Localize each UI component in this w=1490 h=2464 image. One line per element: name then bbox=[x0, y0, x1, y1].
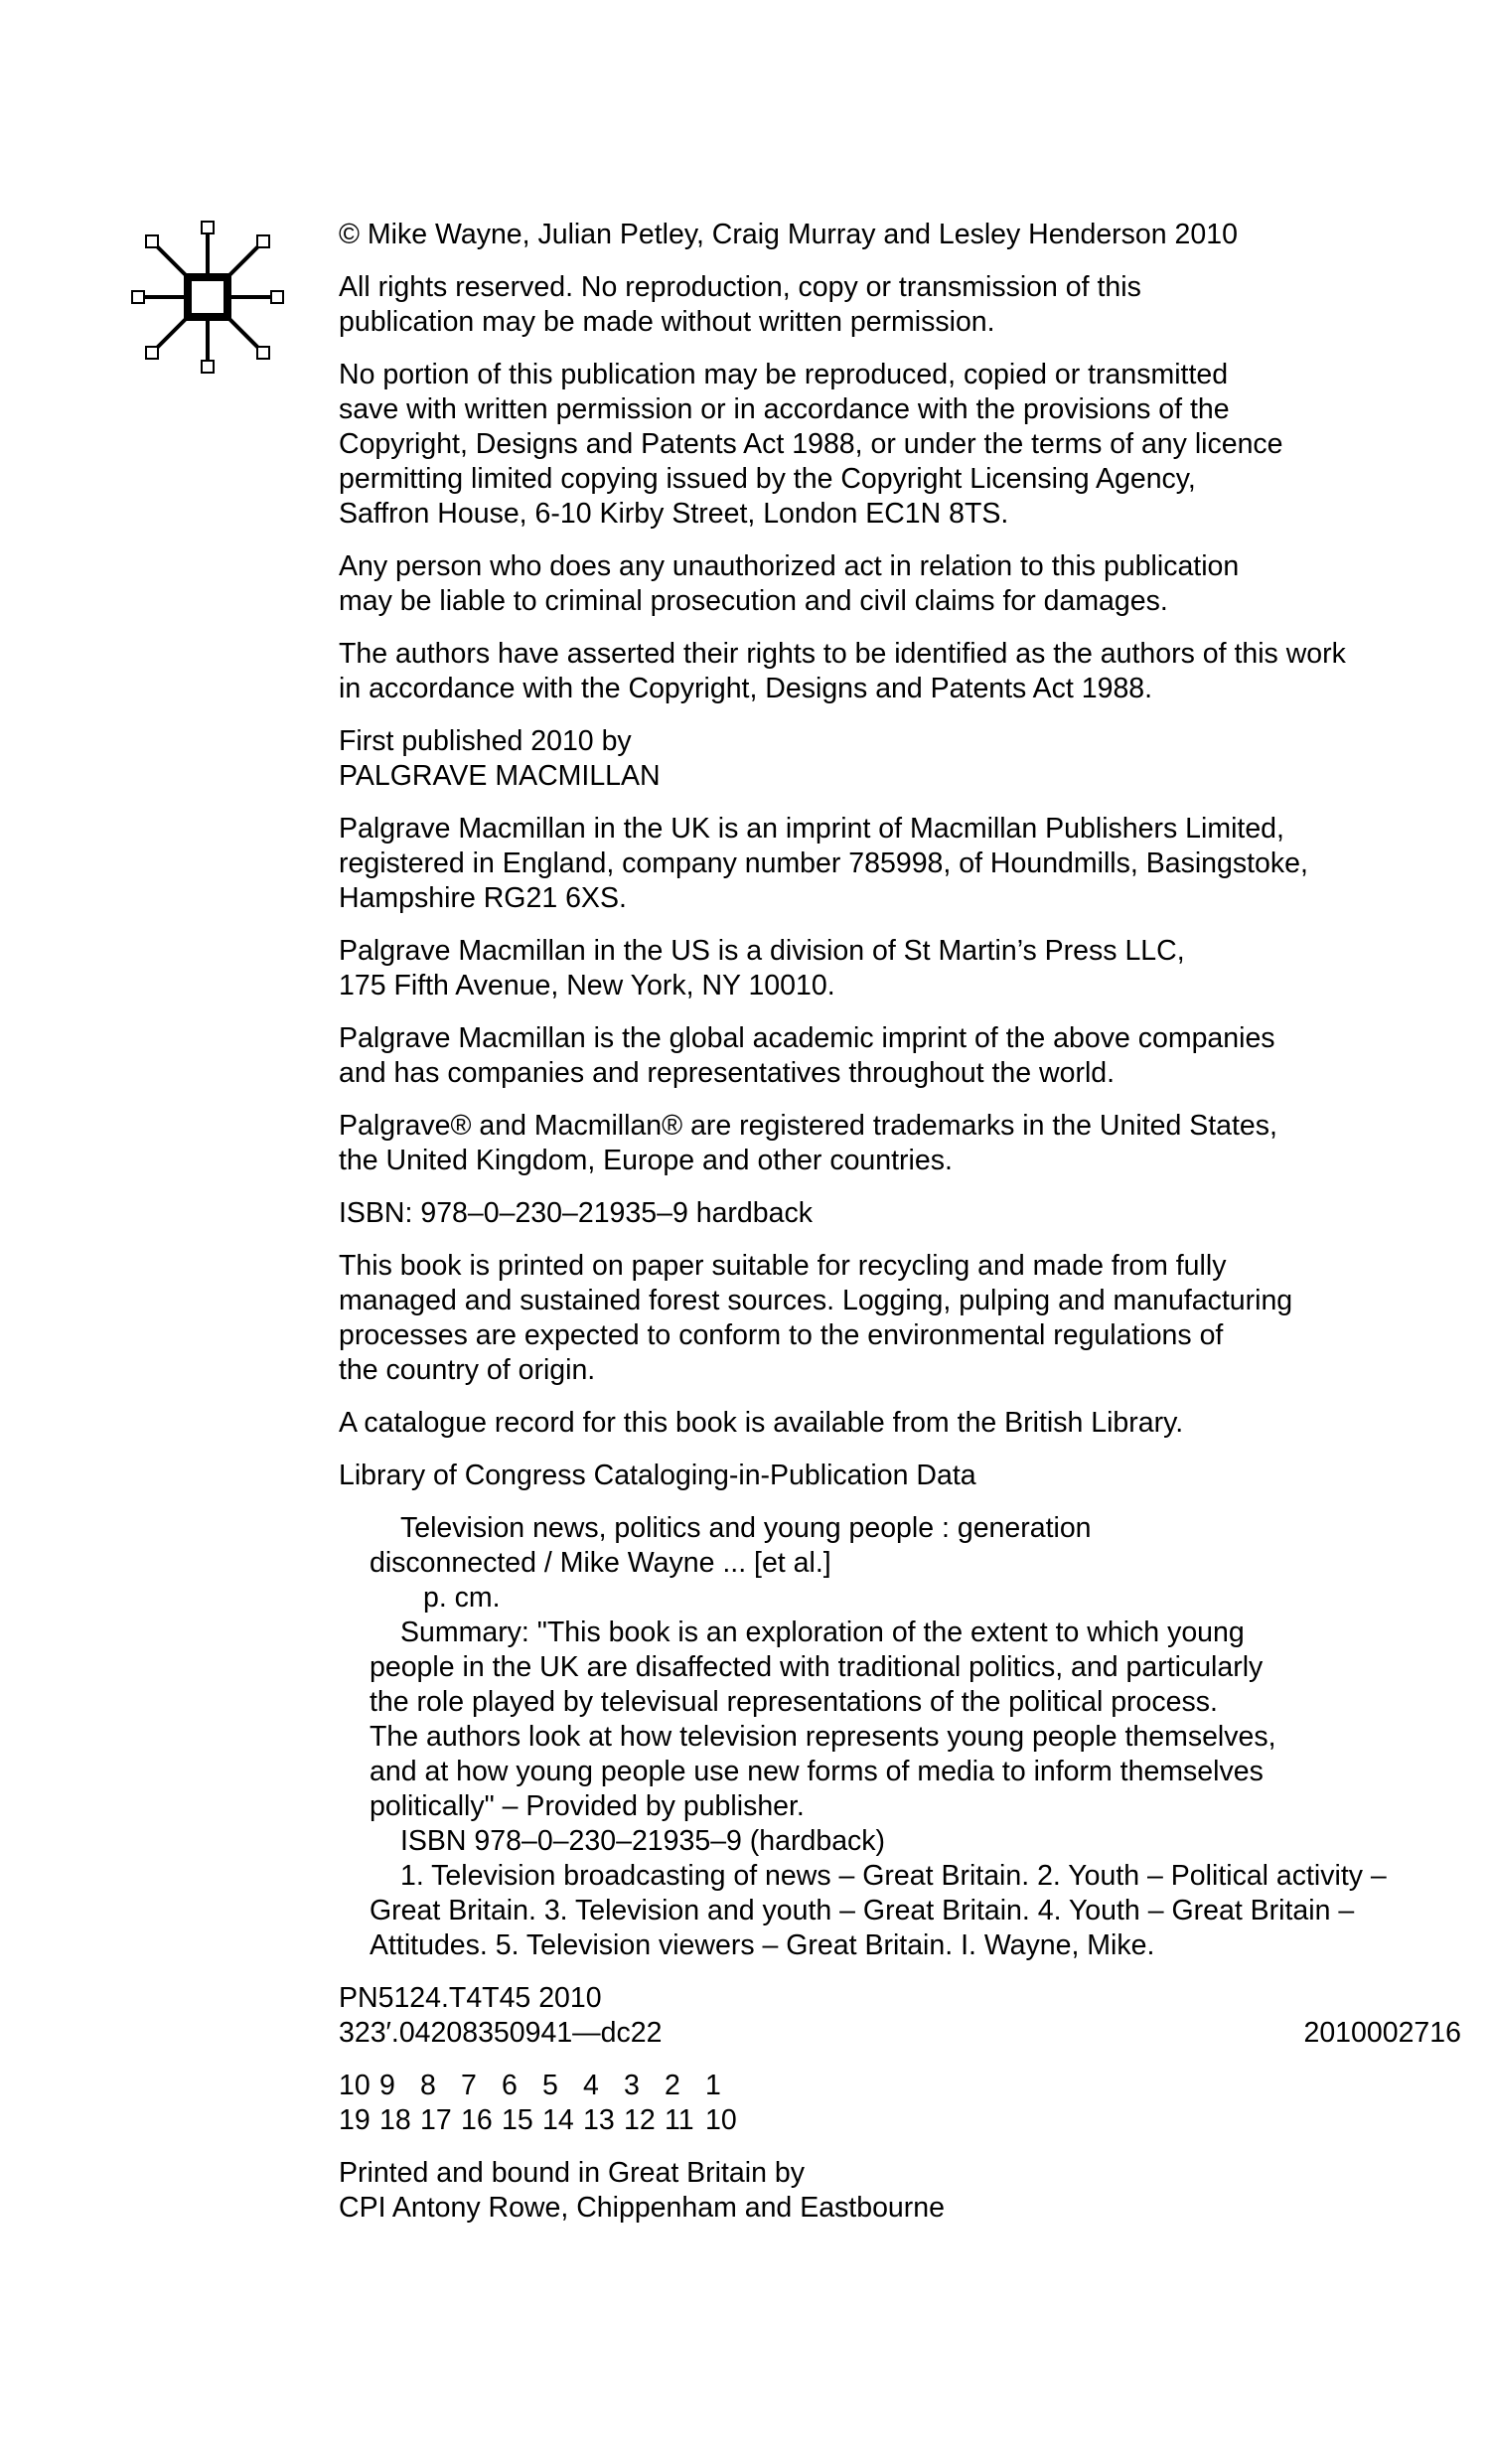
print-number: 17 bbox=[420, 2104, 452, 2136]
print-number: 14 bbox=[542, 2104, 574, 2136]
print-line-2 bbox=[339, 2103, 1461, 2138]
print-number: 6 bbox=[502, 2070, 518, 2101]
print-number: 3 bbox=[624, 2070, 640, 2101]
print-number: 11 bbox=[665, 2104, 694, 2136]
print-number: 7 bbox=[461, 2070, 477, 2101]
print-line-1 bbox=[339, 2069, 1461, 2103]
trademark-statement: Palgrave® and Macmillan® are registered trademarks in the United States, the United Kingdom, Europe and other countries. bbox=[339, 1110, 1277, 1176]
cip-pcm: p. cm. bbox=[423, 1582, 501, 1614]
print-number: 10 bbox=[339, 2070, 371, 2101]
lccn: 2010002716 bbox=[1303, 2017, 1461, 2049]
cip-summary: Summary: "This book is an exploration of the extent to which young people in the UK are disaffected with traditional politics, and particularly the role played by televisual representations of the political process. The authors look at how television represents young people themselves, and at how young people use new forms of media to inform themselves politically" – Provided by publisher. bbox=[370, 1617, 1276, 1822]
cip-subjects: 1. Television broadcasting of news – Great Britain. 2. Youth – Political activity – Great Britain. 3. Television and youth – Great Britain. 4. Youth – Great Britain – Attitudes. 5. Television viewers – Great Britain. I. Wayne, Mike. bbox=[370, 1860, 1387, 1961]
print-number: 1 bbox=[705, 2070, 721, 2101]
copyright-page-text bbox=[339, 218, 1461, 2243]
print-number: 10 bbox=[705, 2104, 737, 2136]
loc-heading: Library of Congress Cataloging-in-Publication Data bbox=[339, 1460, 976, 1491]
cip-title: Television news, politics and young people : generation disconnected / Mike Wayne ... [et al.] bbox=[370, 1512, 1092, 1579]
network-star-icon bbox=[128, 218, 287, 377]
print-number: 5 bbox=[542, 2070, 558, 2101]
print-number: 15 bbox=[502, 2104, 533, 2136]
printer-key bbox=[339, 2069, 1461, 2138]
uk-imprint-statement: Palgrave Macmillan in the UK is an imprint of Macmillan Publishers Limited, registered in England, company number 785998, of Houndmills, Basingstoke, Hampshire RG21 6XS. bbox=[339, 813, 1308, 914]
unauthorized-act-warning: Any person who does any unauthorized act in relation to this publication may be liable to criminal prosecution and civil claims for damages. bbox=[339, 550, 1240, 617]
print-number: 2 bbox=[665, 2070, 680, 2101]
printer-statement: Printed and bound in Great Britain by CPI Antony Rowe, Chippenham and Eastbourne bbox=[339, 2157, 945, 2224]
classification-numbers: PN5124.T4T45 2010 323′.04208350941—dc22 bbox=[339, 1982, 663, 2049]
print-number: 4 bbox=[583, 2070, 599, 2101]
print-number: 13 bbox=[583, 2104, 615, 2136]
print-number: 18 bbox=[379, 2104, 411, 2136]
classification-row bbox=[339, 1981, 1461, 2051]
rights-reserved: All rights reserved. No reproduction, copy or transmission of this publication may be made without written permission. bbox=[339, 271, 1141, 338]
print-number: 8 bbox=[420, 2070, 436, 2101]
catalogue-record: A catalogue record for this book is available from the British Library. bbox=[339, 1407, 1184, 1439]
global-imprint-statement: Palgrave Macmillan is the global academic imprint of the above companies and has companies and representatives throughout the world. bbox=[339, 1022, 1275, 1089]
publisher-logo bbox=[128, 218, 287, 377]
first-published: First published 2010 by PALGRAVE MACMILLAN bbox=[339, 725, 661, 792]
print-number: 9 bbox=[379, 2070, 395, 2101]
print-number: 19 bbox=[339, 2104, 371, 2136]
isbn: ISBN: 978–0–230–21935–9 hardback bbox=[339, 1197, 813, 1229]
cip-isbn: ISBN 978–0–230–21935–9 (hardback) bbox=[400, 1825, 886, 1857]
paper-statement: This book is printed on paper suitable for recycling and made from fully managed and sustained forest sources. Logging, pulping and manufacturing processes are expected to conform to the environmental regulations of the country of origin. bbox=[339, 1250, 1293, 1386]
reproduction-terms: No portion of this publication may be reproduced, copied or transmitted save with written permission or in accordance with the provisions of the Copyright, Designs and Patents Act 1988, or under the terms of any licence permitting limited copying issued by the Copyright Licensing Agency, Saffron House, 6-10 Kirby Street, London EC1N 8TS. bbox=[339, 359, 1283, 530]
copyright-notice: © Mike Wayne, Julian Petley, Craig Murray and Lesley Henderson 2010 bbox=[339, 219, 1238, 250]
print-number: 12 bbox=[624, 2104, 656, 2136]
print-number: 16 bbox=[461, 2104, 493, 2136]
us-division-statement: Palgrave Macmillan in the US is a division of St Martin’s Press LLC, 175 Fifth Avenue, New York, NY 10010. bbox=[339, 935, 1185, 1001]
cip-record bbox=[339, 1511, 1461, 1963]
moral-rights-statement: The authors have asserted their rights to be identified as the authors of this work in accordance with the Copyright, Designs and Patents Act 1988. bbox=[339, 638, 1346, 704]
